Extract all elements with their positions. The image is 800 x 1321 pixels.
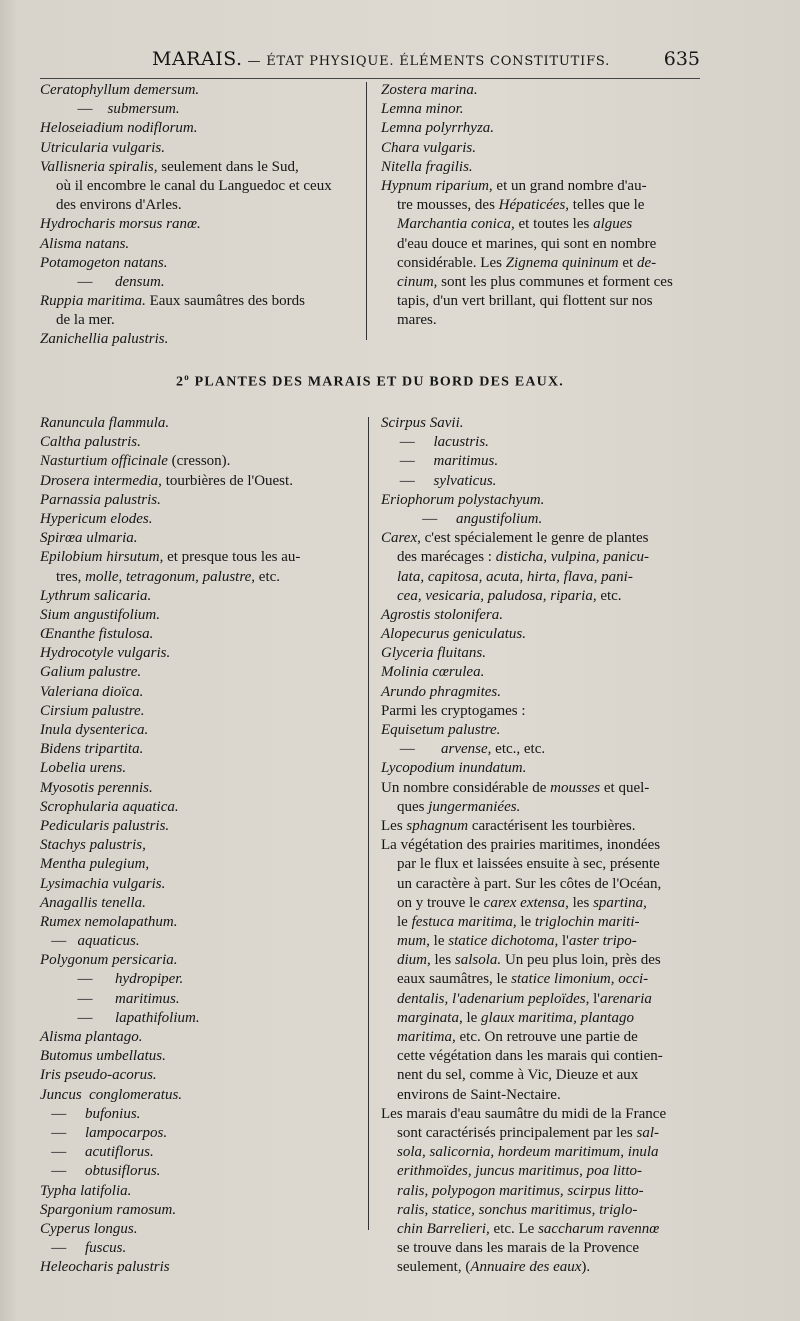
bottom-right-line: nent du sel, comme à Vic, Dieuze et aux bbox=[397, 1067, 639, 1084]
running-title-rest: — ÉTAT PHYSIQUE. ÉLÉMENTS CONSTITUTIFS. bbox=[242, 54, 611, 69]
top-left-line: Potamogeton natans. bbox=[40, 254, 168, 271]
bottom-right-line: environs de Saint-Nectaire. bbox=[397, 1086, 561, 1103]
top-right-line: mares. bbox=[397, 312, 437, 329]
bottom-left-line: Iris pseudo-acorus. bbox=[40, 1067, 157, 1084]
bottom-right-line: ques jungermaniées. bbox=[397, 798, 521, 815]
bottom-right-line: le festuca maritima, le triglochin mariti- bbox=[397, 913, 640, 930]
bottom-left-line: Scrophularia aquatica. bbox=[40, 798, 179, 815]
bottom-left-line: Rumex nemolapathum. bbox=[40, 913, 178, 930]
bottom-right-line: dium, les salsola. Un peu plus loin, près des bbox=[397, 952, 661, 969]
bottom-right-line: Arundo phragmites. bbox=[381, 683, 501, 700]
top-right-line: cinum, sont les plus communes et forment ces bbox=[397, 273, 673, 290]
bottom-column-divider bbox=[368, 417, 369, 1230]
bottom-right-line: se trouve dans les marais de la Provence bbox=[397, 1240, 639, 1257]
bottom-left-line: — maritimus. bbox=[40, 990, 180, 1007]
bottom-left-line: Anagallis tenella. bbox=[40, 894, 146, 911]
bottom-left-line: Heleocharis palustris bbox=[40, 1259, 170, 1276]
bottom-right-line: eaux saumâtres, le statice limonium, occi- bbox=[397, 971, 649, 988]
bottom-left-line: Ranuncula flammula. bbox=[40, 415, 170, 431]
bottom-right-line: des marécages : disticha, vulpina, panicu- bbox=[397, 549, 650, 566]
bottom-left-line: Œnanthe fistulosa. bbox=[40, 626, 154, 643]
bottom-left-line: Inula dysenterica. bbox=[40, 722, 149, 738]
top-right-line: tre mousses, des Hépaticées, telles que le bbox=[397, 197, 645, 214]
bottom-right-line: Parmi les cryptogames : bbox=[381, 702, 526, 719]
bottom-right-line: lata, capitosa, acuta, hirta, flava, pani- bbox=[397, 568, 633, 585]
page-number: 635 bbox=[663, 48, 700, 70]
bottom-right-line: cea, vesicaria, paludosa, riparia, etc. bbox=[397, 587, 622, 604]
bottom-right-line: — lacustris. bbox=[381, 434, 489, 451]
top-left-line: de la mer. bbox=[56, 312, 115, 329]
top-left-line: — densum. bbox=[40, 273, 165, 290]
bottom-left-line: Epilobium hirsutum, et presque tous les au- bbox=[40, 549, 301, 566]
bottom-left-line: Juncus conglomeratus. bbox=[40, 1086, 183, 1103]
top-right-line: Nitella fragilis. bbox=[381, 158, 473, 175]
bottom-left-line: Alisma plantago. bbox=[40, 1029, 143, 1045]
top-right-line: Hypnum riparium, et un grand nombre d'au- bbox=[381, 177, 647, 194]
bottom-left-line: Pedicularis palustris. bbox=[40, 817, 170, 834]
bottom-right-line: dentalis, l'adenarium peploïdes, l'arenaria bbox=[397, 990, 652, 1007]
bottom-left-line: — lampocarpos. bbox=[40, 1124, 168, 1141]
top-left-line: Vallisneria spiralis, seulement dans le Sud, bbox=[40, 158, 299, 175]
top-left-column bbox=[40, 81, 365, 350]
bottom-left-line: Mentha pulegium, bbox=[40, 856, 150, 873]
bottom-left-line: Cyperus longus. bbox=[40, 1220, 138, 1237]
running-title-main: MARAIS. bbox=[152, 48, 243, 70]
bottom-left-line: — obtusiflorus. bbox=[40, 1163, 161, 1180]
bottom-left-line: Hydrocotyle vulgaris. bbox=[40, 645, 171, 662]
top-column-divider bbox=[366, 82, 367, 340]
running-header bbox=[40, 44, 700, 74]
top-left-line: des environs d'Arles. bbox=[56, 197, 182, 214]
bottom-left-line: — hydropiper. bbox=[40, 971, 184, 988]
top-left-line: Hydrocharis morsus ranœ. bbox=[40, 216, 201, 233]
bottom-left-line: Spirœa ulmaria. bbox=[40, 530, 138, 547]
top-left-line: Zanichellia palustris. bbox=[40, 331, 169, 348]
top-left-line: Alisma natans. bbox=[40, 235, 130, 252]
top-left-line: Ceratophyllum demersum. bbox=[40, 82, 200, 98]
bottom-right-line: — angustifolium. bbox=[381, 510, 543, 527]
top-left-line: où il encombre le canal du Languedoc et ceux bbox=[56, 177, 332, 194]
bottom-left-line: Nasturtium officinale (cresson). bbox=[40, 453, 231, 470]
bottom-left-line: Spargonium ramosum. bbox=[40, 1201, 177, 1218]
bottom-left-line: — bufonius. bbox=[40, 1105, 141, 1122]
bottom-right-line: Les marais d'eau saumâtre du midi de la France bbox=[381, 1105, 667, 1122]
bottom-left-line: Butomus umbellatus. bbox=[40, 1048, 166, 1065]
bottom-right-line: cette végétation dans les marais qui contien- bbox=[397, 1048, 663, 1065]
bottom-right-line: Scirpus Savii. bbox=[381, 415, 464, 431]
bottom-left-line: Typha latifolia. bbox=[40, 1182, 132, 1199]
bottom-right-line: par le flux et laissées ensuite à sec, présente bbox=[397, 856, 660, 873]
bottom-right-line: Agrostis stolonifera. bbox=[381, 606, 503, 623]
bottom-right-column bbox=[381, 414, 701, 1277]
bottom-right-line: chin Barrelieri, etc. Le saccharum ravennœ bbox=[397, 1220, 660, 1237]
bottom-right-line: Glyceria fluitans. bbox=[381, 645, 486, 662]
bottom-right-line: marginata, le glaux maritima, plantago bbox=[397, 1009, 634, 1026]
bottom-right-line: sont caractérisés principalement par les sal- bbox=[397, 1124, 659, 1141]
bottom-left-line: Hypericum elodes. bbox=[40, 510, 153, 527]
bottom-left-line: Myosotis perennis. bbox=[40, 779, 153, 796]
top-left-line: — submersum. bbox=[40, 101, 180, 118]
bottom-right-line: sola, salicornia, hordeum maritimum, inula bbox=[397, 1144, 659, 1161]
bottom-right-line: — arvense, etc., etc. bbox=[381, 741, 546, 758]
bottom-right-line: ralis, statice, sonchus maritimus, triglo- bbox=[397, 1201, 638, 1218]
bottom-left-line: Sium angustifolium. bbox=[40, 606, 161, 623]
top-right-line: Chara vulgaris. bbox=[381, 139, 477, 156]
bottom-right-line: mum, le statice dichotoma, l'aster tripo- bbox=[397, 933, 637, 950]
top-right-line: Lemna minor. bbox=[381, 101, 464, 118]
top-right-line: Zostera marina. bbox=[381, 82, 478, 98]
bottom-right-line: seulement, (Annuaire des eaux). bbox=[397, 1259, 591, 1276]
top-right-line: tapis, d'un vert brillant, qui flottent sur nos bbox=[397, 293, 653, 310]
top-left-line: Heloseiadium nodiflorum. bbox=[40, 120, 198, 137]
bottom-left-line: Valeriana dioïca. bbox=[40, 683, 144, 700]
section-number: 2 bbox=[176, 374, 185, 390]
bottom-right-line: Alopecurus geniculatus. bbox=[381, 626, 526, 643]
bottom-left-line: Lysimachia vulgaris. bbox=[40, 875, 166, 892]
bottom-right-line: Lycopodium inundatum. bbox=[381, 760, 527, 777]
bottom-right-line: — maritimus. bbox=[381, 453, 499, 470]
bottom-left-line: Drosera intermedia, tourbières de l'Ouest. bbox=[40, 472, 293, 489]
header-rule bbox=[40, 78, 700, 79]
bottom-left-line: Lythrum salicaria. bbox=[40, 587, 152, 604]
bottom-left-line: Stachys palustris, bbox=[40, 837, 146, 854]
bottom-left-line: Caltha palustris. bbox=[40, 434, 141, 451]
section-title-text: PLANTES DES MARAIS ET DU BORD DES EAUX. bbox=[189, 374, 564, 390]
bottom-right-line: un caractère à part. Sur les côtes de l'Océan, bbox=[397, 875, 662, 892]
bottom-right-line: Eriophorum polystachyum. bbox=[381, 491, 545, 508]
bottom-right-line: maritima, etc. On retrouve une partie de bbox=[397, 1029, 638, 1045]
top-right-line: Lemna polyrrhyza. bbox=[381, 120, 495, 137]
bottom-right-line: ralis, polypogon maritimus, scirpus litto- bbox=[397, 1182, 644, 1199]
top-right-line: d'eau douce et marines, qui sont en nombre bbox=[397, 235, 657, 252]
bottom-right-line: erithmoïdes, juncus maritimus, poa litto- bbox=[397, 1163, 642, 1180]
bottom-left-line: Polygonum persicaria. bbox=[40, 952, 178, 969]
section-heading bbox=[40, 372, 700, 391]
top-left-line: Ruppia maritima. Eaux saumâtres des bords bbox=[40, 293, 305, 310]
top-right-column bbox=[381, 81, 701, 330]
section-number-sup: o bbox=[184, 372, 190, 382]
bottom-left-line: Parnassia palustris. bbox=[40, 491, 161, 508]
bottom-right-line: on y trouve le carex extensa, les spartina, bbox=[397, 894, 647, 911]
bottom-left-line: — aquaticus. bbox=[40, 933, 140, 950]
bottom-left-line: — lapathifolium. bbox=[40, 1009, 200, 1026]
bottom-left-line: Lobelia urens. bbox=[40, 760, 127, 777]
bottom-left-line: — acutiflorus. bbox=[40, 1144, 154, 1161]
top-right-line: Marchantia conica, et toutes les algues bbox=[397, 216, 633, 233]
bottom-right-line: Un nombre considérable de mousses et quel- bbox=[381, 779, 650, 796]
bottom-left-line: Bidens tripartita. bbox=[40, 741, 144, 758]
running-title bbox=[152, 48, 610, 70]
top-right-line: considérable. Les Zignema quininum et de- bbox=[397, 254, 657, 271]
bottom-left-column bbox=[40, 414, 365, 1277]
bottom-left-line: — fuscus. bbox=[40, 1240, 127, 1257]
bottom-right-line: Molinia cœrulea. bbox=[381, 664, 485, 681]
bottom-left-line: Galium palustre. bbox=[40, 664, 142, 681]
bottom-right-line: Les sphagnum caractérisent les tourbières. bbox=[381, 817, 636, 834]
bottom-left-line: tres, molle, tetragonum, palustre, etc. bbox=[56, 568, 281, 585]
bottom-right-line: Carex, c'est spécialement le genre de plantes bbox=[381, 530, 649, 547]
bottom-right-line: — sylvaticus. bbox=[381, 472, 497, 489]
bottom-left-line: Cirsium palustre. bbox=[40, 702, 145, 719]
top-left-line: Utricularia vulgaris. bbox=[40, 139, 166, 156]
bottom-right-line: La végétation des prairies maritimes, inondées bbox=[381, 837, 661, 854]
bottom-right-line: Equisetum palustre. bbox=[381, 722, 501, 738]
